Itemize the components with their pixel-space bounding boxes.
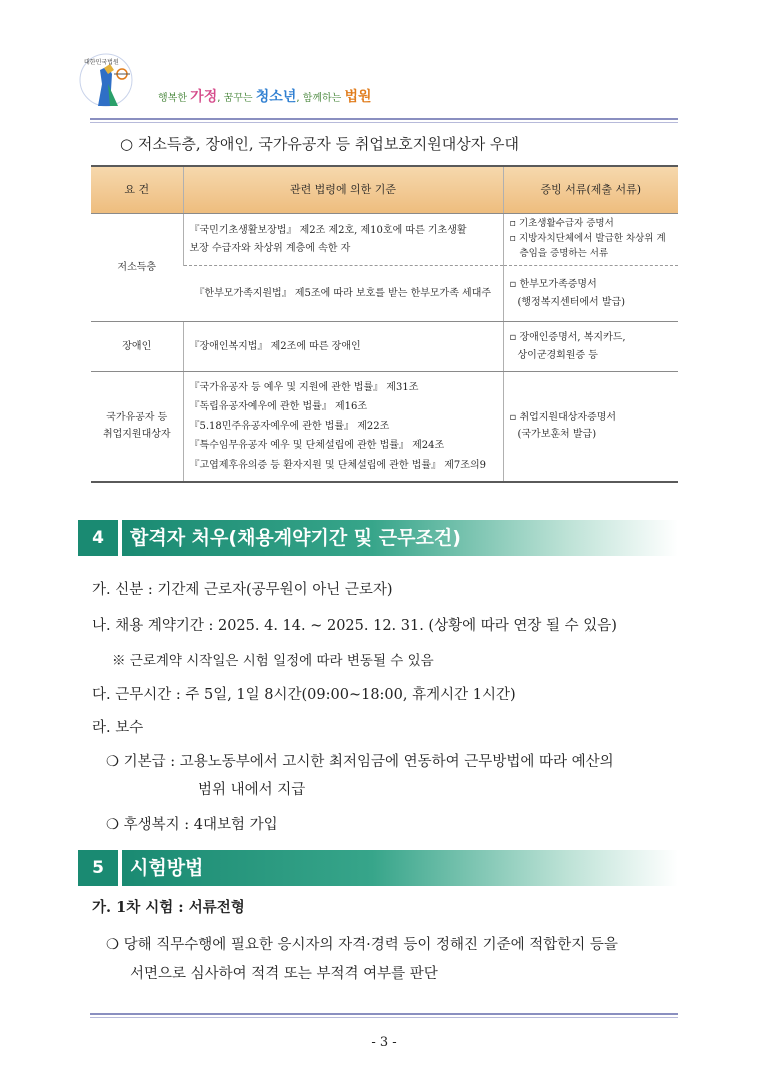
docs-cell: ▫ 한부모가족증명서 (행정복지센터에서 발급) (503, 266, 678, 322)
screening-line-cont: 서면으로 심사하여 적격 또는 부적격 여부를 판단 (130, 966, 438, 982)
court-slogan: 행복한 가정, 꿈꾸는 청소년, 함께하는 법원 (158, 89, 372, 105)
pay-heading: 라. 보수 (92, 720, 144, 736)
table-row (91, 372, 678, 482)
docs-cell: ▫ 취업지원대상자증명서 (국가보훈처 발급) (503, 372, 678, 482)
footer-rule (90, 1013, 678, 1015)
section-number: 4 (78, 520, 118, 556)
section-number: 5 (78, 850, 118, 886)
header-docs: 증빙 서류(제출 서류) (503, 166, 678, 214)
header-requirement: 요 건 (91, 166, 183, 214)
footer-rule-thin (90, 1017, 678, 1018)
header-rule (90, 118, 678, 120)
svg-text:대한민국법원: 대한민국법원 (84, 59, 119, 66)
table-header-row (91, 166, 678, 214)
contract-note: ※ 근로계약 시작일은 시험 일정에 따라 변동될 수 있음 (112, 653, 434, 669)
section-4-header (78, 520, 678, 556)
req-low-income: 저소득층 (91, 214, 183, 322)
screening-line: ❍ 당해 직무수행에 필요한 응시자의 자격·경력 등이 정해진 기준에 적합한지 등을 (106, 937, 618, 953)
preference-table (91, 165, 678, 483)
header-law: 관련 법령에 의한 기준 (183, 166, 503, 214)
law-cell: 『장애인복지법』 제2조에 따른 장애인 (183, 322, 503, 372)
welfare-line: ❍ 후생복지 : 4대보험 가입 (106, 817, 278, 833)
first-exam-line: 가. 1차 시험 : 서류전형 (92, 899, 245, 916)
status-line: 가. 신분 : 기간제 근로자(공무원이 아닌 근로자) (92, 582, 393, 598)
base-pay-line-cont: 범위 내에서 지급 (198, 782, 306, 798)
court-logo (78, 50, 148, 112)
section-title: 시험방법 (122, 850, 678, 886)
req-disabled: 장애인 (91, 322, 183, 372)
law-cell: 『한부모가족지원법』 제5조에 따라 보호를 받는 한부모가족 세대주 (183, 266, 503, 322)
docs-cell: ▫ 기초생활수급자 증명서 ▫ 지방자치단체에서 발급한 차상위 계층임을 증명하는 서류 (503, 214, 678, 266)
docs-cell: ▫ 장애인증명서, 복지카드, 상이군경회원증 등 (503, 322, 678, 372)
contract-period-line: 나. 채용 계약기간 : 2025. 4. 14. ~ 2025. 12. 31. (상황에 따라 연장 될 수 있음) (92, 618, 617, 634)
header-rule-thin (90, 122, 678, 123)
law-cell: 『국가유공자 등 예우 및 지원에 관한 법률』 제31조 『독립유공자예우에 관한 법률』 제16조 『5.18민주유공자예우에 관한 법률』 제22조 『특수임무유공자 예우 및 단체설립에 관한 법률』 제24조 『고엽제후유의증 등 환자지원 및 단체설립에 관한 법률』 제7조의9 (183, 372, 503, 482)
law-cell: 『국민기초생활보장법』 제2조 제2호, 제10호에 따른 기초생활 보장 수급자와 차상위 계층에 속한 자 (183, 214, 503, 266)
preference-heading: ○ 저소득층, 장애인, 국가유공자 등 취업보호지원대상자 우대 (120, 135, 519, 153)
page-number: - 3 - (371, 1035, 397, 1050)
table-row (91, 322, 678, 372)
base-pay-line: ❍ 기본급 : 고용노동부에서 고시한 최저임금에 연동하여 근무방법에 따라 예산의 (106, 754, 614, 770)
section-5-header (78, 850, 678, 886)
section-title: 합격자 처우(채용계약기간 및 근무조건) (122, 520, 678, 556)
table-row (91, 214, 678, 266)
working-hours-line: 다. 근무시간 : 주 5일, 1일 8시간(09:00~18:00, 휴게시간 1시간) (92, 687, 516, 703)
req-veterans: 국가유공자 등 취업지원대상자 (91, 372, 183, 482)
